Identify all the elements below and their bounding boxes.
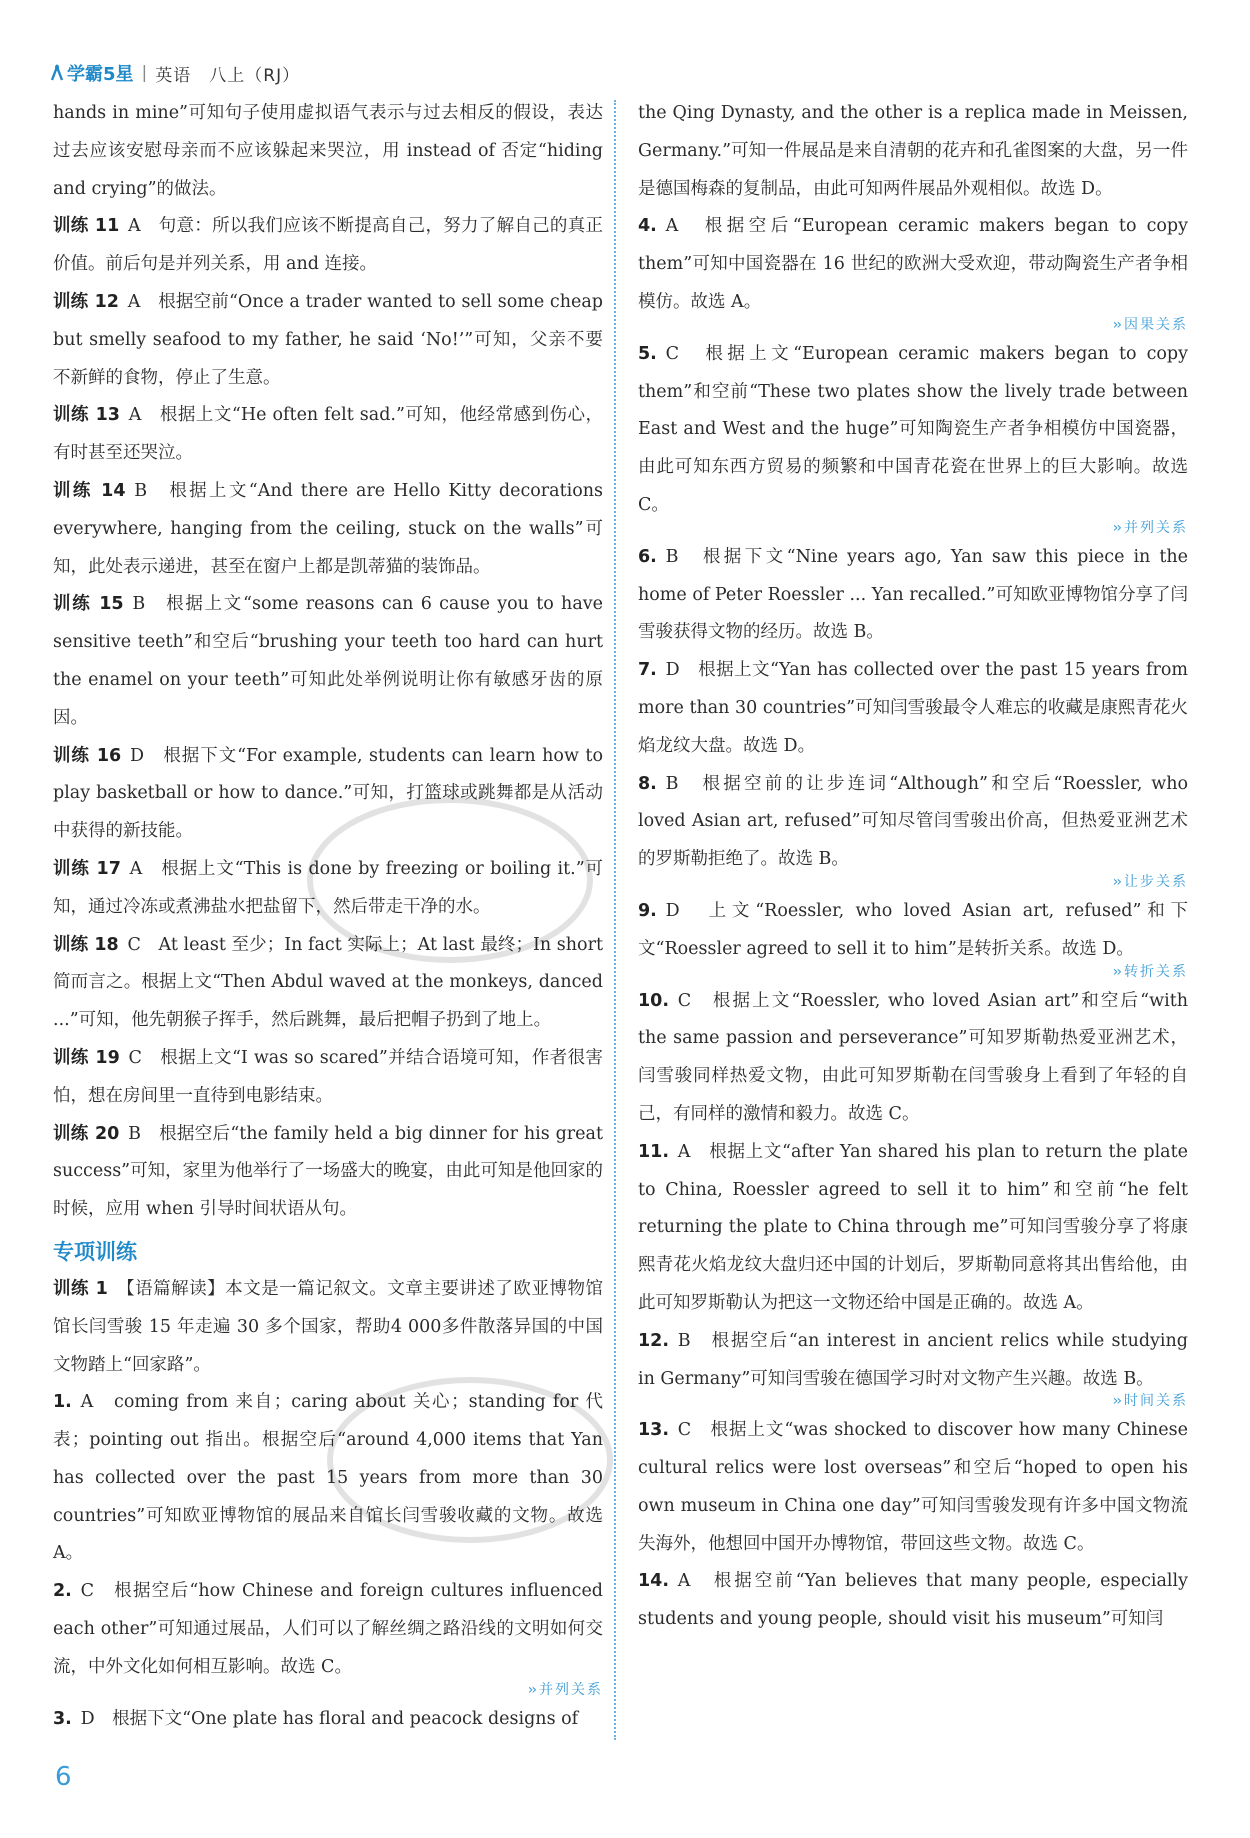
- item-text: D 上文“Roessler, who loved Asian art, refused”和下文“Roessler agreed to sell it to him”是转折关系。故选 D。: [638, 900, 1188, 959]
- answer-paragraph: [53, 927, 603, 1040]
- relation-tag-text: 并列关系: [1124, 519, 1188, 536]
- item-text: C At least 至少；In fact 实际上；At last 最终；In short 简而言之。根据上文“Then Abdul waved at the monkeys, danced ...”可知，他先朝猴子挥手，然后跳舞，最后把帽子扔到了地上。: [53, 934, 603, 1031]
- item-text: C 根据上文“European ceramic makers began to copy them”和空前“These two plates show the lively trade between East and West and the huge”可知陶瓷生产者争相模仿中国瓷器，由此可知东西方贸易的频繁和中国青花瓷在世界上的巨大影响。故选 C。: [638, 343, 1188, 515]
- item-text: C 根据上文“was shocked to discover how many Chinese cultural relics were lost overseas”和空后“hoped to open his own museum in China one day”可知闫雪骏发现有许多中国文物流失海外，他想回中国开办博物馆，带回这些文物。故选 C。: [638, 1420, 1188, 1554]
- double-chevron-icon: ››: [1112, 873, 1120, 890]
- item-text: B 根据上文“some reasons can 6 cause you to have sensitive teeth”和空后“brushing your teeth too hard can hurt the enamel on your teeth”可知此处举例说明让你有敏感牙齿的原因。: [53, 594, 604, 728]
- answer-paragraph: [53, 1040, 603, 1116]
- brand-logo-icon: [50, 64, 64, 82]
- section-title: 专项训练: [53, 1239, 137, 1264]
- item-label: 11.: [638, 1141, 670, 1162]
- answer-paragraph: [53, 851, 603, 927]
- header-separator: |: [141, 63, 148, 83]
- item-text: B 根据上文“And there are Hello Kitty decorations everywhere, hanging from the ceiling, stuck on the walls”可知，此处表示递进，甚至在窗户上都是凯蒂猫的装饰品。: [53, 480, 603, 577]
- column-divider: [614, 100, 616, 1740]
- item-label: 5.: [638, 343, 657, 364]
- item-text: A 句意：所以我们应该不断提高自己，努力了解自己的真正价值。前后句是并列关系，用 and 连接。: [53, 216, 603, 275]
- brand-name: 学霸5星: [67, 64, 134, 85]
- item-text: A 根据上文“after Yan shared his plan to return the plate to China, Roessler agreed to sell it to him”和空前“he felt returning the plate to China through me”可知闫雪骏分享了将康熙青花火焰龙纹大盘归还中国的计划后，罗斯勒同意将其出售给他，由此可知罗斯勒认为把这一文物还给中国是正确的。故选 A。: [638, 1141, 1188, 1313]
- item-label: 4.: [638, 216, 657, 237]
- item-text: B 根据空前的让步连词“Although”和空后“Roessler, who loved Asian art, refused”可知尽管闫雪骏出价高，但热爱亚洲艺术的罗斯勒拒绝了。故选 B。: [638, 773, 1188, 870]
- answer-paragraph: [638, 983, 1188, 1134]
- answer-paragraph: [53, 586, 603, 737]
- answer-paragraph: [638, 208, 1188, 321]
- page-header: [50, 58, 300, 88]
- item-label: 训练 15: [53, 594, 124, 615]
- answer-paragraph: [53, 95, 603, 208]
- subject-label: 英语 八上（RJ）: [155, 65, 301, 86]
- item-label: 9.: [638, 900, 657, 921]
- answer-paragraph: [638, 1412, 1188, 1563]
- item-text: C 根据上文“Roessler, who loved Asian art”和空后“with the same passion and perseverance”可知罗斯勒热爱亚洲艺术，闫雪骏同样热爱文物，由此可知罗斯勒在闫雪骏身上看到了年轻的自己，有同样的激情和毅力。故选 C。: [638, 990, 1188, 1124]
- item-label: 训练 17: [53, 858, 121, 879]
- item-text: A 根据上文“He often felt sad.”可知，他经常感到伤心，有时甚至还哭泣。: [53, 405, 603, 464]
- left-column: [53, 95, 603, 1738]
- item-label: 训练 12: [53, 291, 119, 312]
- item-text: D 根据上文“Yan has collected over the past 15 years from more than 30 countries”可知闫雪骏最令人难忘的收藏是康熙青花火焰龙纹大盘。故选 D。: [638, 660, 1188, 756]
- item-text: A 根据空前“Yan believes that many people, especially students and young people, should visit his museum”可知闫: [638, 1571, 1188, 1630]
- relation-tag-text: 转折关系: [1124, 963, 1188, 980]
- answer-paragraph: [638, 652, 1188, 765]
- answer-paragraph: [638, 1134, 1188, 1323]
- relation-tag-text: 让步关系: [1124, 873, 1188, 890]
- item-text: B 根据空后“an interest in ancient relics while studying in Germany”可知闫雪骏在德国学习时对文物产生兴趣。故选 B。: [638, 1330, 1188, 1389]
- relation-tag-text: 并列关系: [539, 1681, 603, 1698]
- answer-paragraph: [53, 1271, 603, 1384]
- item-label: 8.: [638, 773, 657, 794]
- item-label: 7.: [638, 660, 657, 681]
- double-chevron-icon: ››: [1112, 963, 1120, 980]
- item-text: C 根据空后“how Chinese and foreign cultures influenced each other”可知通过展品，人们可以了解丝绸之路沿线的文明如何交流，中外文化如何相互影响。故选 C。: [53, 1581, 603, 1677]
- item-label: 1.: [53, 1392, 72, 1413]
- item-text: hands in mine”可知句子使用虚拟语气表示与过去相反的假设，表达过去应该安慰母亲而不应该躲起来哭泣，用 instead of 否定“hiding and crying”的做法。: [53, 103, 603, 199]
- item-label: 训练 20: [53, 1123, 120, 1144]
- item-label: 6.: [638, 546, 657, 567]
- answer-paragraph: [638, 766, 1188, 879]
- item-label: 2.: [53, 1581, 72, 1602]
- item-text: D 根据下文“For example, students can learn how to play basketball or how to dance.”可知，打篮球或跳舞都是从活动中获得的新技能。: [53, 745, 604, 842]
- item-label: 12.: [638, 1330, 670, 1351]
- item-text: B 根据下文“Nine years ago, Yan saw this piece in the home of Peter Roessler ... Yan recalled.”可知欧亚博物馆分享了闫雪骏获得文物的经历。故选 B。: [638, 546, 1188, 643]
- item-text: A coming from 来自；caring about 关心；standing for 代表；pointing out 指出。根据空后“around 4,000 items that Yan has collected over the past 15 years from more than 30 countries”可知欧亚博物馆的展品来自馆长闫雪骏收藏的文物。故选 A。: [53, 1392, 603, 1564]
- answer-paragraph: [53, 1573, 603, 1686]
- answer-paragraph: [53, 1116, 603, 1229]
- answer-paragraph: [53, 738, 603, 851]
- item-text: A 根据上文“This is done by freezing or boiling it.”可知，通过冷冻或煮沸盐水把盐留下，然后带走干净的水。: [53, 858, 603, 917]
- item-label: 训练 1: [53, 1278, 108, 1299]
- item-label: 训练 19: [53, 1047, 120, 1068]
- item-label: 训练 16: [53, 745, 122, 766]
- item-text: A 根据空后“European ceramic makers began to copy them”可知中国瓷器在 16 世纪的欧洲大受欢迎，带动陶瓷生产者争相模仿。故选 A。: [638, 216, 1188, 312]
- item-text: B 根据空后“the family held a big dinner for his great success”可知，家里为他举行了一场盛大的晚宴，由此可知是他回家的时候，应用 when 引导时间状语从句。: [53, 1123, 603, 1220]
- page-number: 6: [55, 1762, 72, 1792]
- answer-paragraph: [638, 336, 1188, 525]
- answer-paragraph: [638, 95, 1188, 208]
- answer-paragraph: [53, 208, 603, 284]
- item-label: 训练 13: [53, 405, 120, 426]
- right-column: [638, 95, 1188, 1639]
- item-text: A 根据空前“Once a trader wanted to sell some cheap but smelly seafood to my father, he said ‘No!’”可知，父亲不要不新鲜的食物，停止了生意。: [53, 291, 603, 388]
- item-label: 训练 11: [53, 216, 120, 237]
- double-chevron-icon: ››: [1112, 519, 1120, 536]
- answer-paragraph: [638, 1563, 1188, 1639]
- relation-tag-text: 时间关系: [1124, 1393, 1188, 1410]
- relation-tag: [638, 519, 1188, 539]
- answer-paragraph: [53, 397, 603, 473]
- item-label: 10.: [638, 990, 670, 1011]
- answer-paragraph: [53, 284, 603, 397]
- answer-paragraph: [53, 1701, 603, 1739]
- item-text: 【语篇解读】本文是一篇记叙文。文章主要讲述了欧亚博物馆馆长闫雪骏 15 年走遍 30 多个国家，帮助4 000多件散落异国的中国文物踏上“回家路”。: [53, 1278, 603, 1375]
- relation-tag-text: 因果关系: [1124, 316, 1188, 333]
- item-text: C 根据上文“I was so scared”并结合语境可知，作者很害怕，想在房间里一直待到电影结束。: [53, 1047, 603, 1106]
- item-label: 3.: [53, 1708, 72, 1729]
- answer-paragraph: [53, 1384, 603, 1573]
- answer-paragraph: [53, 473, 603, 586]
- answer-paragraph: [638, 539, 1188, 652]
- double-chevron-icon: ››: [527, 1681, 535, 1698]
- item-label: 训练 14: [53, 480, 126, 501]
- item-text: D 根据下文“One plate has floral and peacock designs of: [80, 1708, 579, 1729]
- item-text: the Qing Dynasty, and the other is a replica made in Meissen, Germany.”可知一件展品是来自清朝的花卉和孔雀图案的大盘，另一件是德国梅森的复制品，由此可知两件展品外观相似。故选 D。: [638, 103, 1188, 199]
- double-chevron-icon: ››: [1112, 316, 1120, 333]
- answer-paragraph: [638, 1323, 1188, 1399]
- item-label: 14.: [638, 1571, 670, 1592]
- item-label: 13.: [638, 1420, 670, 1441]
- double-chevron-icon: ››: [1112, 1393, 1120, 1410]
- item-label: 训练 18: [53, 934, 119, 955]
- answer-paragraph: [638, 893, 1188, 969]
